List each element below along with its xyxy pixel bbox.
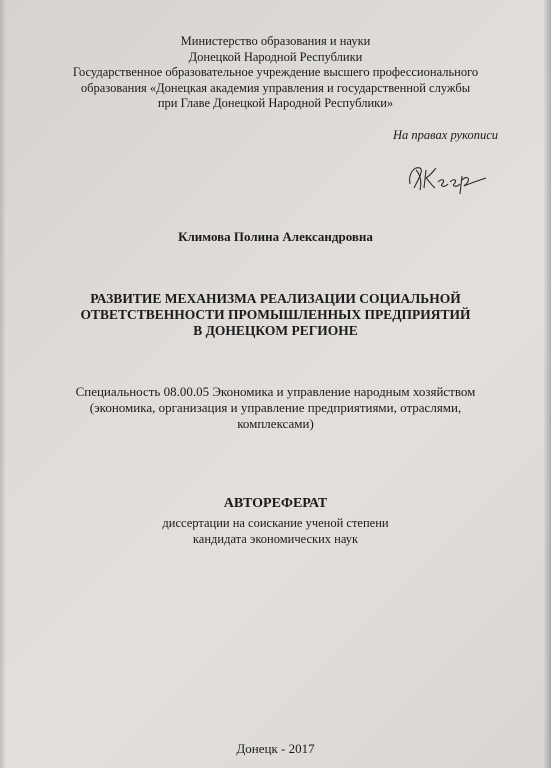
- author-name: Климова Полина Александровна: [178, 229, 373, 244]
- title-line-2: ОТВЕТСТВЕННОСТИ ПРОМЫШЛЕННЫХ ПРЕДПРИЯТИЙ: [80, 307, 471, 322]
- header-line-academy: образования «Донецкая академия управления и государственной службы: [80, 80, 471, 95]
- dissertation-title: [0, 291, 551, 339]
- specialty-block: [0, 384, 551, 432]
- title-line-1: РАЗВИТИЕ МЕХАНИЗМА РЕАЛИЗАЦИИ СОЦИАЛЬНОЙ: [90, 291, 461, 306]
- title-line-3: В ДОНЕЦКОМ РЕГИОНЕ: [193, 323, 358, 338]
- header-line-ministry: Министерство образования и науки: [180, 34, 371, 48]
- header-line-republic: Донецкой Народной Республики: [188, 49, 363, 64]
- abstract-label: АВТОРЕФЕРАТ: [223, 496, 328, 511]
- city-year: Донецк - 2017: [236, 741, 315, 756]
- specialty-line-3: комплексами): [237, 416, 314, 431]
- abstract-line-1: диссертации на соискание ученой степени: [162, 516, 389, 530]
- specialty-line-2: (экономика, организация и управление предприятиями, отраслями,: [89, 400, 462, 415]
- specialty-line-1: Специальность 08.00.05 Экономика и управление народным хозяйством: [75, 384, 476, 399]
- header-line-head: при Главе Донецкой Народной Республики»: [157, 96, 394, 110]
- manuscript-note: На правах рукописи: [393, 128, 498, 142]
- handwritten-signature: [402, 158, 494, 198]
- abstract-line-2: кандидата экономических наук: [192, 531, 359, 546]
- institution-header: [0, 34, 551, 112]
- header-line-institution: Государственное образовательное учреждение высшего профессионального: [72, 65, 479, 79]
- abstract-description: [0, 516, 551, 547]
